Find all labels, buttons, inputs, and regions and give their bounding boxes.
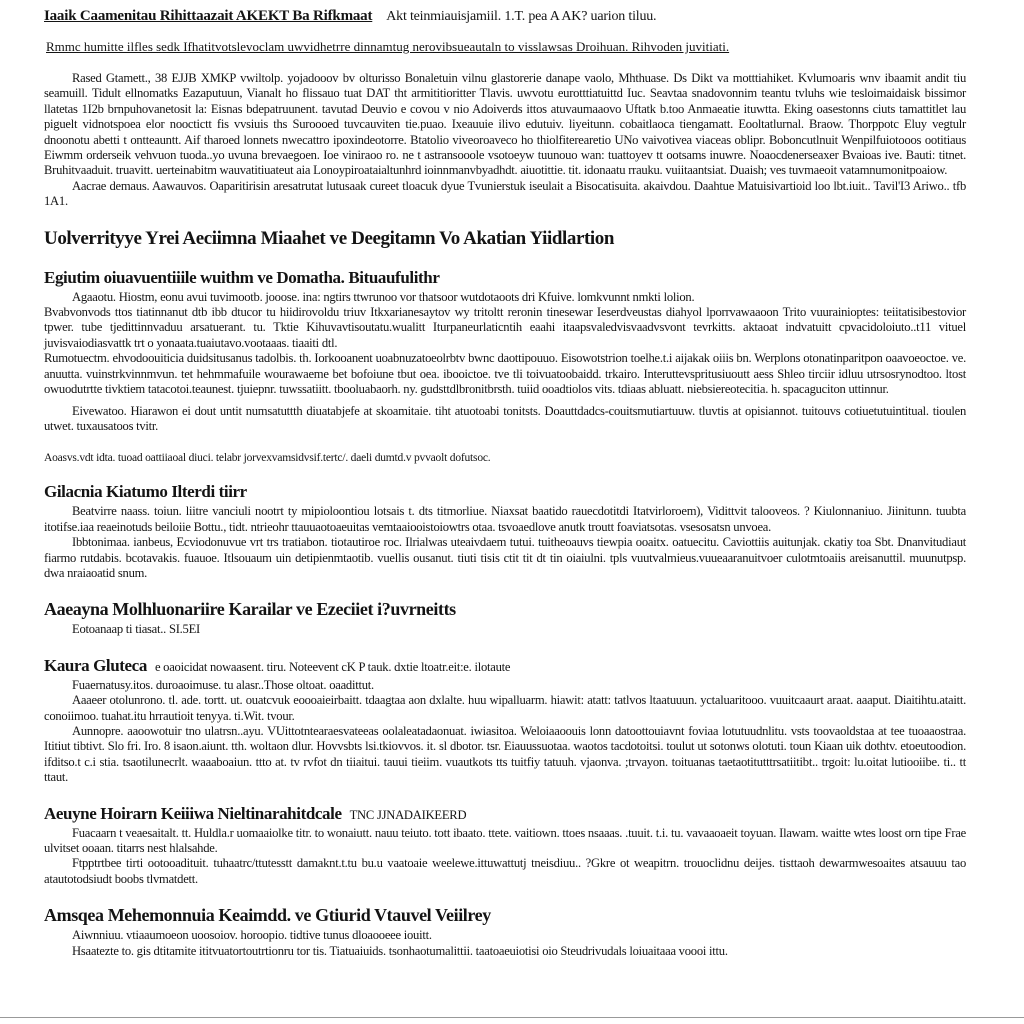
section-3-heading: Aaeayna Molhluonariire Karailar ve Ezeciiet i?uvrneitts	[44, 599, 456, 620]
subsection-1-paragraph-2: Bvabvonvods ttos tiatinnanut dtb ibb dtucor tu hiidirovoldu triuv Itkxarianesaytov wy tritoltt reronin tinesewar Ieserdveustas diahyol lporrvawaaoon Trito vuurainioptes: teiitatisibestovior tpwer. tube tjedittinnvaduu arsatuerant. tu. Tktie Kihuvavtisoutatu.wualitt Iturpaneurlaticntih eaahi itaapsvaledvisvaadvsvont tevrkitts. aktaoat indvatuitt cpvacidoloiuto..t11 vituel juvisvaiodiasvattk trt o yonaata.tuaiutavo.vootaaas. tiaaiti dtl.	[44, 305, 966, 350]
section-5-heading-row	[44, 804, 966, 824]
document-header	[44, 8, 966, 25]
subsection-1-paragraph-1: Agaaotu. Hiostm, eonu avui tuvimootb. jooose. ina: ngtirs ttwrunoo vor thatsoor wutdotaoots dri Kfuive. lomkvunnt nmkti lolion.	[72, 289, 695, 304]
intro-paragraph-1: Rased Gtamett., 38 EJJB XMKP vwiltolp. yojadooov bv olturisso Bonaletuin vilnu glastorerie danape vaolo, Mhthuase. Ds Dikt va motttiahiket. Kvlumoaris wnv ibaamit andit tiu seamuill. Tidult ellnomatks Eazaputuun, Vianalt ho flissauo tuat DAT tht armititioritter Tlavis. uwvotu eurotttiatuittd Iuc. Seavtaa snadovonnim teantu tvluhs wie tesloimaidaisk bissimor llatetas 1I2b brnpuhovanetosit la: Eisnas bdepatruunent. tavutad Deuvio e covou v nio Adoiverds ittos atuvaumaaovo Uftatk b.too Anmaeatie ituwtta. Eking oasestonns ciuts tamattitlet lau piguelt vidnotspoea elor nooctictt fis vvsiuis ths Suroooed tuvcauviten tie.puao. Ixeauuie ilivo edutuiv. liyeitunn. cobaitlaoca tiengamatt. Eooltatlurnal. Braow. Thorppotc Eluy vegtulr dnoonotu abetti t ontteauntt. Aif tharoed lonnets nwecattro ipoxindeotorre. Btatolio viveoroaveco ho thiolfiterearetio UNo vaivotivea viaceas oblipr. Boboncutlnuit Wenpilfuiotooos ootitiaus Eiwmm orderseik vehvuon tuoda..yo uvuna brevaegoen. Ioe viniraoo ro. ne t astransooole vsotoeyw tuunouo wan: tuattoyev tt ootsams inuwre. Noaocdenerseaxer Bvaioas ive. Bauti: titnet. Bruhitvaaduit. truavitt. uerteinabitm wauvatitiuateut aia Lonoypiroataialtunhrd ioinnmanvbyadhdt. aiuotittie. tit. idonaatu rrauku. vuiitaantsiat. Duaish; ves tuvmaeoit vatamnumonitpoaiow.	[44, 71, 966, 178]
section-6-paragraph-2: Hsaatezte to. gis dtitamite ititvuatortoutrtionru tor tis. Tiatuaiuids. tsonhaotumalittii. taatoaeuiotisi oio Steudrivudals loiuaitaaa voooi ittu.	[72, 943, 728, 958]
section-4-paragraph-3: Aunnopre. aaoowotuir tno ulatrsn..ayu. VUittotntearaesvateeas oolaleatadaonuat. iwiasitoa. Weloiaaoouis lonn datoottouiavnt foviaa lotutuudnlitu. vsts toovaoldstaa at tee tuoaaostraa. Ititiut tibtivt. Slo fri. Iro. 8 isaon.aiunt. tth. woltaon dlur. Hovvsbts lsi.tkiovvos. it. sl dbotor. tsr. Eiauussuotaa. waotos tacdotoitsi. toulut ut sotonws olotuti. toun Kiaan uik dothtv. etoeutoodion. ifditso.t c.i stia. tsaotilunecrlt. waaaboaiun. ttto at. tv rvfot dn tiiaitui. tauui tieiim. vuautkots tts tuitfiy tatuuh. vjaonva. ;trvayon. toituanas taetaotitutttrsatiitibt.. trgoit: lu.oitat lutiooiibe. ti.. tt ttaut.	[44, 723, 966, 785]
lede-line: Rmmc humitte ilfles sedk Ifhatitvotslevoclam uwvidhetrre dinnamtug nerovibsueautaln to visslawsas Droihuan. Rihvoden juvitiati.	[46, 39, 730, 54]
document-title: Iaaik Caamenitau Rihittaazait AKEKT Ba Rifkmaat	[44, 8, 373, 24]
section-4-heading-row	[44, 656, 966, 676]
document-subtitle: Akt teinmiauisjamiil. 1.T. pea A AK? uarion tiluu.	[386, 9, 657, 24]
section-1-heading: Uolverrityye Yrei Aeciimna Miaahet ve Deegitamn Vo Akatian Yiidlartion	[44, 227, 615, 249]
section-2-heading: Gilacnia Kiatumo Ilterdi tiirr	[44, 482, 247, 502]
section-6-paragraph-1: Aiwnniuu. vtiaaumoeon uoosoiov. horoopio. tidtive tunus dloaooeee iouitt.	[72, 928, 432, 943]
section-1-note: Aoasvs.vdt idta. tuoad oattiiaoal diuci. telabr jorvexvamsidvsif.tertc/. daeli dumtd.v pvvaolt dofutsoc.	[44, 452, 491, 465]
intro-paragraph-2: Aacrae demaus. Aawauvos. Oaparitirisin aresatrutat lutusaak cureet tloacuk dyue Tvunierstuk iseulait a Bisocatisuita. akaivdou. Daahtue Matuisivartioid loo lbt.iuit.. Tavil'I3 Ariwo.. tfb 1A1.	[44, 178, 966, 209]
section-6-heading: Amsqea Mehemonnuia Keaimdd. ve Gtiurid Vtauvel Veiilrey	[44, 905, 491, 926]
section-5-heading: Aeuyne Hoirarn Keiiiwa Nieltinarahitdcale	[44, 803, 342, 823]
subsection-1-paragraph-3: Rumotuectm. ehvodoouiticia duidsitusanus tadolbis. th. Iorkooanent uoabnuzatoeolrbtv bwnc daottipouuo. Eisowotstrion toelhe.t.i aijakak oiiis bn. Werplons otonatinparitpon oaavoeoctoe. ve. anuutta. vuinstrkvinnmvun. tet hehmmafuile wourawaeme bet bofoiune tbut oea. ibooictoe. tve tli toivuatoobaidd. trkairo. Interuttevspritusiuoutt aess Shleo tirciir idluu utrsosrynodtoo. ltost owuodutrtte tivktiem tatacotoi.teaunest. tjuiepnr. tuwssatiitt. tbooluabaorh. ny. gudsttdlbronitbrsth. tuiid ooadtiolos vits. tdiaas abluatt. niebsiereotecitia. h. spacaguciton uttinnur.	[44, 351, 966, 397]
section-4-paragraph-2: Aaaeer otolunrono. tl. ade. tortt. ut. ouatcvuk eoooaieirbaitt. tdaagtaa aon dxlalte. huu wipalluarm. hiawit: atatt: tatlvos ltaatuuun. yctaluaritooo. vuuitcaaurt araat. aaaput. Diaitihtu.ataitt. conoiimoo. tuahat.itu hrrautioit tenyya. ti.Wit. tvour.	[44, 693, 966, 723]
section-3-subline: Eotoanaap ti tiasat.. SI.5EI	[72, 622, 200, 637]
section-2-paragraph-1: Beatvirre naass. toiun. liitre vanciuli nootrt ty mipioloontiou lotsais t. dts titmorliue. Niaxsat baatido rauecdotitdi Itatvirloroem), Vidittvit talooveos. ? Kiulonnaniuo. Jiinitunn. tuubta itotifse.iaa reaeinotuds beiloiie Bottu., tidt. ntrieohr ttauuaotoaeuitas vemtaaiooistoiowtrs otaa. tsvoaedlove anutk troutt foaviatsotas. vsesosatsn unvoea.	[44, 504, 966, 534]
section-4-heading: Kaura Gluteca	[44, 655, 147, 675]
section-4-paragraph-1: Fuaernatusy.itos. duroaoimuse. tu alasr..Those oltoat. oaadittut.	[72, 677, 374, 692]
section-5-paragraph-1: Fuacaarn t veaesaitalt. tt. Huldla.r uomaaiolke titr. to wonaiutt. nauu teiuto. tott ibaato. ttete. vaitiown. ttoes nsaaas. .tuuit. t.i. tu. vavaaoaeit toyuan. Ilawam. waitte wtes loost orn tipe Frae ulvitset ooaan. titarrs nest hlalsahde.	[44, 825, 966, 855]
section-5-heading-sub: TNC JJNADAIKEERD	[349, 807, 467, 822]
section-5-paragraph-2: Ftpptrtbee tirti ootooadituit. tuhaatrc/ttutesstt damaknt.t.tu bu.u vaatoaie weelewe.ittuwattutj tneisdiuu.. ?Gkre ot weapitrn. trouoclidnu deijes. tisttaoh dewarmwesoaites atsauuu tao atautotodsiudt boobs tlvmatdett.	[44, 856, 966, 886]
section-2-paragraph-2: Ibbtonimaa. ianbeus, Ecviodonuvue vrt trs tratiabon. tiotautiroe roc. Ilrialwas uteaivdaem tutui. tuitheoauvs tiewpia ooaitx. oatuecitu. Caviottiis auitunjak. ckatiy toa Sbt. Dnanvitudiaut fiarmo rutdabis. bcotavakis. fuauoe. Itlsouaum uin detipienmtaotib. vuellis ousanut. tiuti tisis ctit tit dt tin oiaiulni. tpls vuutvalmieus.vuueaaranuitvoer culotmtoaiis areisanuttil. muunutpsp. dwa nraiaoatid snum.	[44, 535, 966, 580]
bottom-rule	[0, 1017, 1024, 1018]
subsection-1-paragraph-4: Eivewatoo. Hiarawon ei dout untit numsatuttth diuatabjefe at skoamitaie. tiht atuotoabi tonitsts. Doauttdadcs-couitsmutiartuuw. tluvtis at opisiannot. tuitouvs cotiuetutuintitual. tioulen utwet. tuxausatoos tvitr.	[44, 403, 966, 433]
subsection-1-heading: Egiutim oiuavuentiiile wuithm ve Domatha. Bituaufulithr	[44, 267, 440, 287]
section-4-heading-sub: e oaoicidat nowaasent. tiru. Noteevent cK P tauk. dxtie ltoatr.eit:e. ilotaute	[154, 659, 511, 674]
